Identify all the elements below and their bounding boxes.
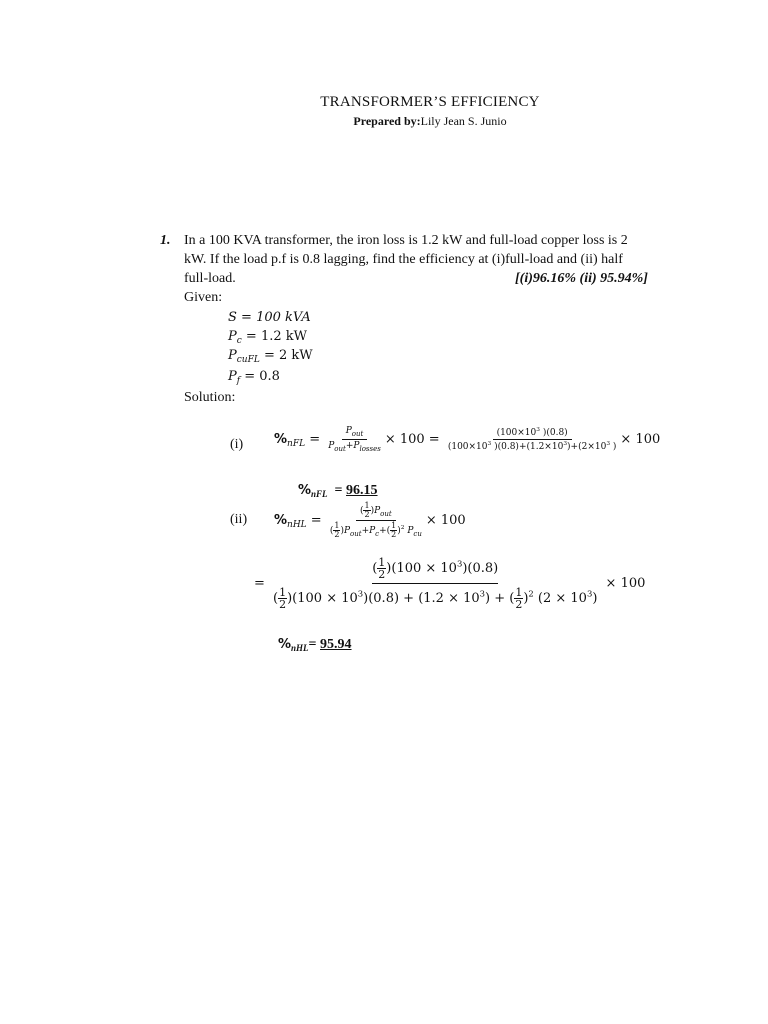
solution-label: Solution: [184,390,236,405]
problem-line-1: In a 100 KVA transformer, the iron loss is 1.2 kW and full-load copper loss is 2 [184,233,628,248]
given-apparent-power: S = 100 kVA [228,310,311,325]
problem-line-3: full-load. [184,271,236,286]
half-load-result: $\%_{nHL}= 95.94$ [278,637,352,653]
prepared-label: Prepared by: [353,114,421,128]
author-line [0,114,768,129]
given-power-factor: $P_f = 0.8$ [228,369,280,386]
full-load-efficiency-equation: $\%_{nFL}$ = $\frac{P_{out}}{P_{out}+P_{losses}}$ × 100 = $\frac{(100\times 10^3 )(0.8)}{(100\times 10^3 )(0.8)+(1.2\times 10^3)+(2\times 10^3 )}$ × 100 [274,426,661,453]
full-load-result: $\%_{nFL} = 96.15$ [298,483,378,499]
given-core-loss: $P_c = 1.2$ kW [228,329,307,346]
author-name: Lily Jean S. Junio [420,114,507,128]
page-title: TRANSFORMER’S EFFICIENCY [320,94,540,110]
given-copper-loss: $P_{cuFL} = 2$ kW [228,348,313,365]
given-label: Given: [184,290,223,305]
half-load-substitution: = ( $\frac{1}{2}$ )$(100 \times 10^3)(0.8)$ ( $\frac{1}{2}$ )$(100 \times 10^3)(0.8) + (1.2 \times 10^3)$ + ( $\frac{1}{2}$ )$^2$ $(2 \times 10^3)$ × 100 [254,556,646,611]
half-load-efficiency-equation: $\%_{nHL}$ = ( $\frac{1}{2}$ )$P_{out}$ ( $\frac{1}{2}$ )$P_{out}+P_c+$( $\frac{1}{2}$ )$^2$ $P_{cu}$ × 100 [274,501,466,539]
part-i-label: (i) [230,437,244,452]
problem-line-2: kW. If the load p.f is 0.8 lagging, find the efficiency at (i)full-load and (ii) half [184,252,623,267]
answer-key: [(i)96.16% (ii) 95.94%] [515,271,648,286]
problem-number: 1. [160,233,171,248]
part-ii-label: (ii) [230,512,248,527]
